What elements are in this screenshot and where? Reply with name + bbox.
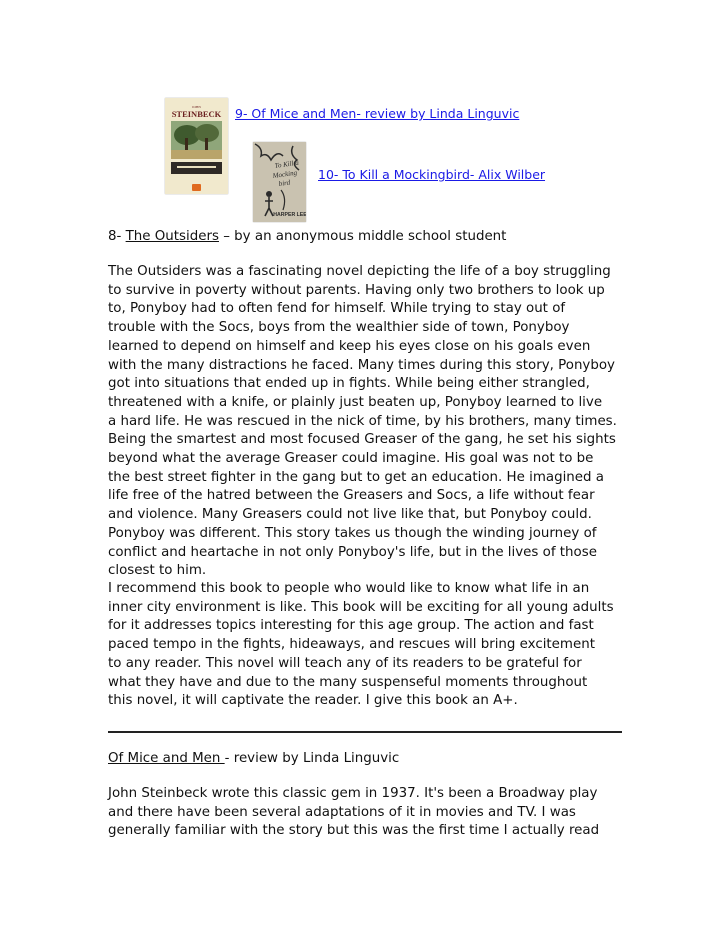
text-line: a hard life. He was rescued in the nick of time, by his brothers, many times. <box>108 413 617 429</box>
text-line: threatened with a knife, or plainly just beaten up, Ponyboy learned to live <box>108 394 603 410</box>
text-line: conflict and heartache in not only Ponyboy's life, but in the lives of those <box>108 544 597 560</box>
text-line: learned to depend on himself and keep his eyes close on his goals even <box>108 338 591 354</box>
review-8-heading <box>108 228 628 247</box>
of-mice-and-men-cover <box>165 98 228 194</box>
text-line: paced tempo in the fights, hideaways, and rescues will bring excitement <box>108 637 595 653</box>
text-line: this novel, it will captivate the reader. I give this book an A+. <box>108 693 518 709</box>
text-line: with the many distractions he faced. Many times during this story, Ponyboy <box>108 357 615 373</box>
svg-text:To Kill a: To Kill a <box>274 158 300 170</box>
text-line: got into situations that ended up in fights. While being either strangled, <box>108 376 590 392</box>
svg-text:HARPER LEE: HARPER LEE <box>273 212 306 218</box>
text-line: beyond what the average Greaser could imagine. His goal was not to be <box>108 451 594 467</box>
review-8-byline: – by an anonymous middle school student <box>218 229 507 244</box>
svg-text:JOHN: JOHN <box>192 105 201 109</box>
svg-text:bird: bird <box>278 178 291 188</box>
link-of-mice-and-men-review[interactable]: 9- Of Mice and Men- review by Linda Linguvic <box>235 106 520 121</box>
review-8-number: 8- <box>108 229 126 244</box>
text-line: Being the smartest and most focused Greaser of the gang, he set his sights <box>108 432 616 448</box>
text-line: John Steinbeck wrote this classic gem in 1937. It's been a Broadway play <box>108 786 598 801</box>
text-line: for it addresses topics interesting for this age group. The action and fast <box>108 618 594 634</box>
text-line: life free of the hatred between the Greasers and Socs, a life without fear <box>108 488 595 504</box>
svg-text:Mocking: Mocking <box>272 168 298 180</box>
text-line: closest to him. <box>108 563 207 579</box>
text-line: generally familiar with the story but this was the first time I actually read <box>108 823 600 839</box>
review-9-byline: - review by Linda Linguvic <box>224 751 400 766</box>
text-line: what they have and due to the many suspenseful moments throughout <box>108 674 588 690</box>
review-8-paragraph-2 <box>108 580 628 711</box>
of-mice-and-men-cover-art <box>165 98 228 194</box>
link-to-kill-a-mockingbird-review[interactable]: 10- To Kill a Mockingbird- Alix Wilber <box>318 167 546 182</box>
to-kill-a-mockingbird-cover-art <box>253 142 306 222</box>
text-line: to survive in poverty without parents. Having only two brothers to look up <box>108 282 605 298</box>
section-divider <box>108 731 622 733</box>
review-9-paragraph-1 <box>108 785 628 841</box>
text-line: The Outsiders was a fascinating novel depicting the life of a boy struggling <box>108 264 611 279</box>
text-line: and violence. Many Greasers could not live like that, but Ponyboy could. <box>108 507 592 523</box>
to-kill-a-mockingbird-cover <box>253 142 306 222</box>
svg-text:STEINBECK: STEINBECK <box>171 109 222 119</box>
review-9-book-title: Of Mice and Men <box>108 751 225 766</box>
text-line: inner city environment is like. This book will be exciting for all young adults <box>108 599 614 615</box>
review-8-paragraph-1 <box>108 263 628 581</box>
text-line: to, Ponyboy had to often fend for himself. While trying to stay out of <box>108 301 566 317</box>
text-line: to any reader. This novel will teach any of its readers to be grateful for <box>108 655 582 671</box>
review-8-book-title: The Outsiders <box>125 229 219 244</box>
text-line: I recommend this book to people who would like to know what life in an <box>108 581 590 596</box>
text-line: trouble with the Socs, boys from the wealthier side of town, Ponyboy <box>108 320 570 336</box>
text-line: the best street fighter in the gang but to get an education. He imagined a <box>108 469 604 485</box>
review-9-heading <box>108 750 628 769</box>
text-line: Ponyboy was different. This story takes us though the winding journey of <box>108 525 597 541</box>
text-line: and there have been several adaptations of it in movies and TV. I was <box>108 804 576 820</box>
